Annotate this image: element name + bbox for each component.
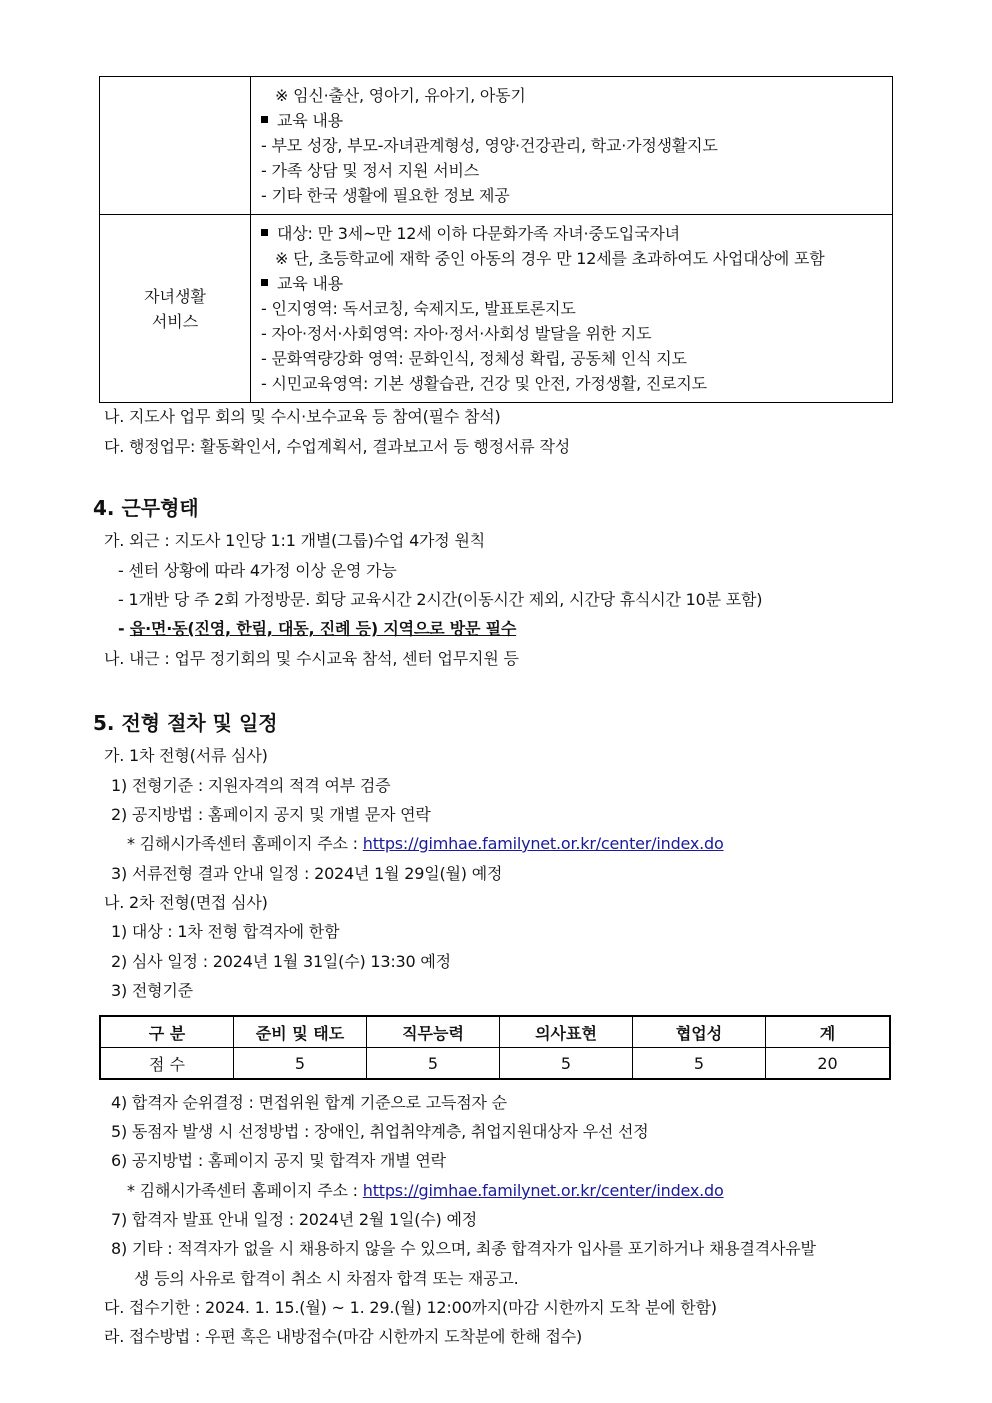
paragraph: 4) 합격자 순위결정 : 면접위원 합계 기준으로 고득점자 순 xyxy=(111,1093,507,1112)
paragraph: 3) 전형기준 xyxy=(111,981,193,1000)
paragraph: 2) 공지방법 : 홈페이지 공지 및 개별 문자 연락 xyxy=(111,805,431,824)
paragraph: 7) 합격자 발표 안내 일정 : 2024년 2월 1일(수) 예정 xyxy=(111,1210,477,1229)
content-line: - 기타 한국 생활에 필요한 정보 제공 xyxy=(261,186,510,205)
paragraph: - 1개반 당 주 2회 가정방문. 회당 교육시간 2시간(이동시간 제외, 시간당 휴식시간 10분 포함) xyxy=(118,590,763,609)
content-line: - 가족 상담 및 정서 지원 서비스 xyxy=(261,161,479,180)
paragraph: 다. 접수기한 : 2024. 1. 15.(월) ~ 1. 29.(월) 12:00까지(마감 시한까지 도착 분에 한함) xyxy=(104,1298,717,1317)
homepage-link[interactable]: https://gimhae.familynet.or.kr/center/index.do xyxy=(362,834,724,853)
table-header: 계 xyxy=(766,1016,891,1048)
service-table xyxy=(99,76,893,403)
paragraph: 나. 내근 : 업무 정기회의 및 수시교육 참석, 센터 업무지원 등 xyxy=(104,649,519,668)
table-row xyxy=(100,1048,890,1080)
paragraph: 5) 동점자 발생 시 선정방법 : 장애인, 취업취약계층, 취업지원대상자 우선 선정 xyxy=(111,1122,649,1141)
paragraph: - 센터 상황에 따라 4가정 이상 운영 가능 xyxy=(118,561,397,580)
paragraph: 8) 기타 : 적격자가 없을 시 채용하지 않을 수 있으며, 최종 합격자가 입사를 포기하거나 채용결격사유발 xyxy=(111,1239,816,1258)
row-content xyxy=(251,77,893,215)
content-line: - 시민교육영역: 기본 생활습관, 건강 및 안전, 가정생활, 진로지도 xyxy=(261,374,707,393)
paragraph: 나. 2차 전형(면접 심사) xyxy=(104,893,268,912)
square-bullet-icon xyxy=(261,279,268,286)
row-content xyxy=(251,215,893,403)
table-row xyxy=(100,77,893,215)
table-header: 의사표현 xyxy=(500,1016,633,1048)
content-line: - 인지영역: 독서코칭, 숙제지도, 발표토론지도 xyxy=(261,299,576,318)
table-cell: 5 xyxy=(367,1048,500,1080)
table-header: 직무능력 xyxy=(367,1016,500,1048)
paragraph: * 김해시가족센터 홈페이지 주소 : https://gimhae.familynet.or.kr/center/index.do xyxy=(127,1181,724,1200)
table-header: 협업성 xyxy=(633,1016,766,1048)
paragraph: 1) 대상 : 1차 전형 합격자에 한함 xyxy=(111,922,340,941)
paragraph: 가. 1차 전형(서류 심사) xyxy=(104,746,268,765)
homepage-link[interactable]: https://gimhae.familynet.or.kr/center/index.do xyxy=(362,1181,724,1200)
paragraph: 나. 지도사 업무 회의 및 수시·보수교육 등 참여(필수 참석) xyxy=(104,407,501,426)
content-line: - 부모 성장, 부모-자녀관계형성, 영양·건강관리, 학교·가정생활지도 xyxy=(261,136,718,155)
paragraph: 1) 전형기준 : 지원자격의 적격 여부 검증 xyxy=(111,776,391,795)
paragraph: 3) 서류전형 결과 안내 일정 : 2024년 1월 29일(월) 예정 xyxy=(111,864,503,883)
bullet-line: 교육 내용 xyxy=(261,108,892,133)
paragraph: 2) 심사 일정 : 2024년 1월 31일(수) 13:30 예정 xyxy=(111,952,451,971)
row-label: 자녀생활 서비스 xyxy=(100,215,251,403)
table-cell: 20 xyxy=(766,1048,891,1080)
square-bullet-icon xyxy=(261,229,268,236)
bullet-line: 교육 내용 xyxy=(261,271,892,296)
paragraph: 생 등의 사유로 합격이 취소 시 차점자 합격 또는 재공고. xyxy=(134,1269,519,1288)
paragraph: 6) 공지방법 : 홈페이지 공지 및 합격자 개별 연락 xyxy=(111,1151,446,1170)
paragraph-emphasis: - 읍·면·동(진영, 한림, 대동, 진례 등) 지역으로 방문 필수 xyxy=(118,619,517,638)
table-header: 준비 및 태도 xyxy=(234,1016,367,1048)
paragraph: 라. 접수방법 : 우편 혹은 내방접수(마감 시한까지 도착분에 한해 접수) xyxy=(104,1327,583,1346)
paragraph: 가. 외근 : 지도사 1인당 1:1 개별(그룹)수업 4가정 원칙 xyxy=(104,531,485,550)
table-cell: 5 xyxy=(500,1048,633,1080)
note-line: ※ 임신·출산, 영아기, 유아기, 아동기 xyxy=(275,86,526,105)
table-row xyxy=(100,215,893,403)
content-line: - 자아·정서·사회영역: 자아·정서·사회성 발달을 위한 지도 xyxy=(261,324,652,343)
table-cell: 5 xyxy=(234,1048,367,1080)
paragraph: * 김해시가족센터 홈페이지 주소 : https://gimhae.familynet.or.kr/center/index.do xyxy=(127,834,724,853)
score-table xyxy=(99,1015,891,1080)
table-cell: 5 xyxy=(633,1048,766,1080)
section-title: 4. 근무형태 xyxy=(93,496,199,520)
note-line: ※ 단, 초등학교에 재학 중인 아동의 경우 만 12세를 초과하여도 사업대상에 포함 xyxy=(275,249,825,268)
table-header-row xyxy=(100,1016,890,1048)
square-bullet-icon xyxy=(261,116,268,123)
table-header: 구 분 xyxy=(100,1016,234,1048)
row-label xyxy=(100,77,251,215)
bullet-line: 대상: 만 3세~만 12세 이하 다문화가족 자녀·중도입국자녀 xyxy=(261,221,892,246)
content-line: - 문화역량강화 영역: 문화인식, 정체성 확립, 공동체 인식 지도 xyxy=(261,349,687,368)
paragraph: 다. 행정업무: 활동확인서, 수업계획서, 결과보고서 등 행정서류 작성 xyxy=(104,437,570,456)
section-title: 5. 전형 절차 및 일정 xyxy=(93,711,278,735)
table-cell: 점 수 xyxy=(100,1048,234,1080)
